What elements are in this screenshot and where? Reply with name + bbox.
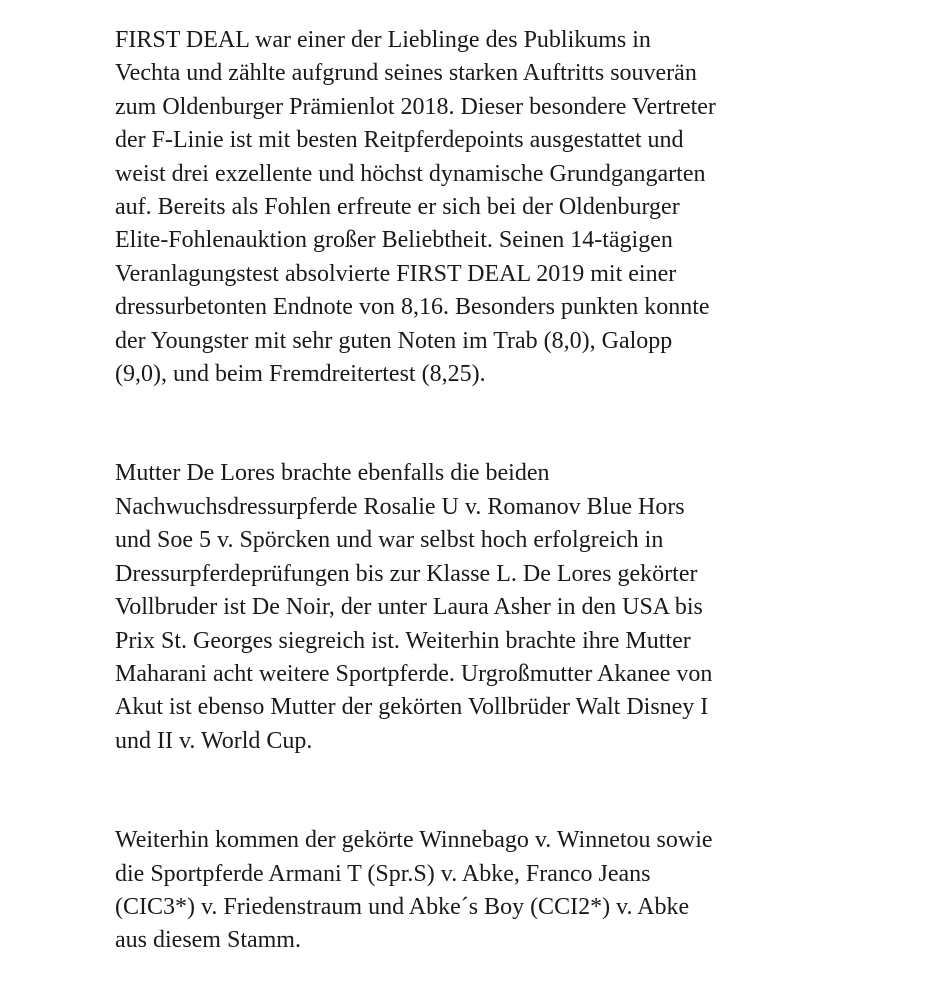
text-line: weist drei exzellente und höchst dynamische Grundgangarten (115, 160, 706, 187)
text-line: (CIC3*) v. Friedenstraum und Abke´s Boy (CCI2*) v. Abke (115, 893, 690, 920)
text-line: auf. Bereits als Fohlen erfreute er sich bei der Oldenburger (115, 194, 680, 221)
text-line: Prix St. Georges siegreich ist. Weiterhin brachte ihre Mutter (115, 627, 691, 654)
document-body (115, 24, 850, 958)
text-line: Dressurpferdeprüfungen bis zur Klasse L. De Lores gekörter (115, 560, 698, 587)
text-line: die Sportpferde Armani T (Spr.S) v. Abke, Franco Jeans (115, 860, 651, 887)
text-line: der F-Linie ist mit besten Reitpferdepoints ausgestattet und (115, 127, 684, 154)
text-line: zum Oldenburger Prämienlot 2018. Dieser besondere Vertreter (115, 93, 716, 120)
text-line: Vollbruder ist De Noir, der unter Laura Asher in den USA bis (115, 594, 703, 621)
text-line: Maharani acht weitere Sportpferde. Urgroßmutter Akanee von (115, 660, 713, 687)
text-line: (9,0), und beim Fremdreitertest (8,25). (115, 361, 486, 388)
paragraph-dam-line (115, 824, 850, 958)
text-line: der Youngster mit sehr guten Noten im Trab (8,0), Galopp (115, 327, 673, 354)
text-line: dressurbetonten Endnote von 8,16. Besonders punkten konnte (115, 294, 710, 321)
text-line: Nachwuchsdressurpferde Rosalie U v. Romanov Blue Hors (115, 493, 685, 520)
text-line: Elite-Fohlenauktion großer Beliebtheit. Seinen 14-tägigen (115, 227, 673, 254)
text-line: und II v. World Cup. (115, 727, 313, 754)
text-line: aus diesem Stamm. (115, 927, 301, 954)
text-line: Veranlagungstest absolvierte FIRST DEAL 2019 mit einer (115, 260, 677, 287)
text-line: Mutter De Lores brachte ebenfalls die beiden (115, 460, 550, 487)
paragraph-mother-de-lores (115, 457, 850, 758)
paragraph-first-deal (115, 24, 850, 391)
text-line: Weiterhin kommen der gekörte Winnebago v. Winnetou sowie (115, 827, 713, 854)
text-line: Vechta und zählte aufgrund seines starken Auftritts souverän (115, 60, 697, 87)
text-line: Akut ist ebenso Mutter der gekörten Vollbrüder Walt Disney I (115, 694, 709, 721)
text-line: FIRST DEAL war einer der Lieblinge des Publikums in (115, 27, 651, 53)
text-line: und Soe 5 v. Spörcken und war selbst hoch erfolgreich in (115, 527, 664, 554)
